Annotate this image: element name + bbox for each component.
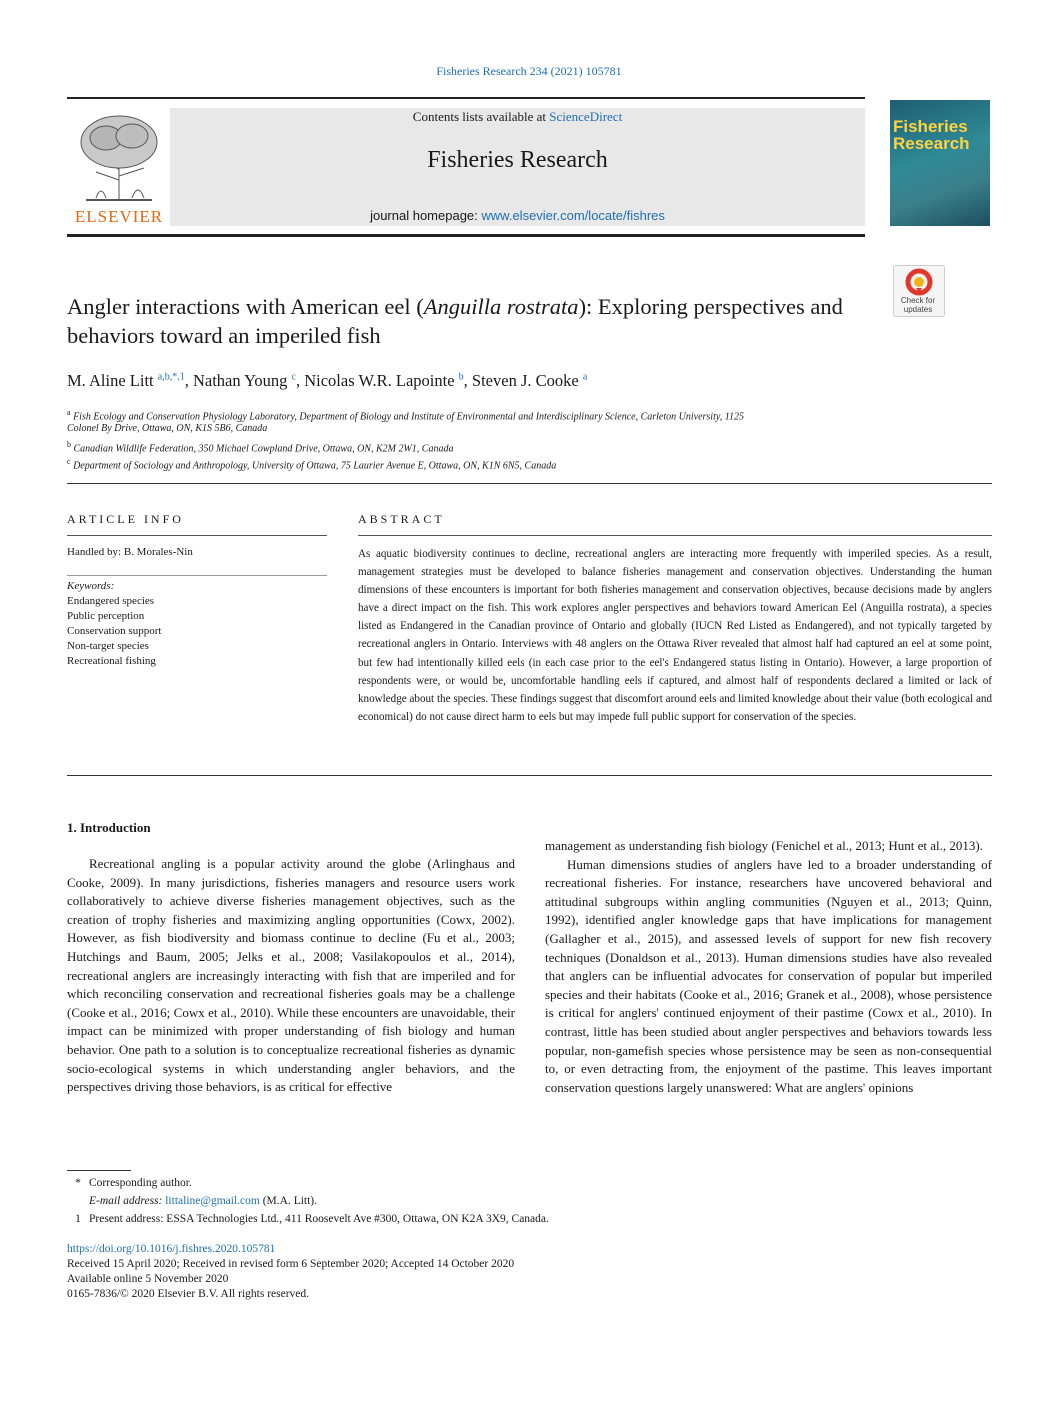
homepage-line [170,208,865,223]
affiliation-c [67,454,937,474]
abstract-heading: ABSTRACT [358,512,445,526]
keywords-label: Keywords: [67,580,115,592]
homepage-prefix: journal homepage: [370,208,482,223]
article-title [67,292,847,350]
footnote-present-address [67,1211,549,1227]
body-right-column [545,837,992,1097]
affiliation-key: a [67,408,71,417]
author-affiliation-marker[interactable]: a,b,*,1 [157,371,185,383]
author-name[interactable]: Nicolas W.R. Lapointe [304,371,455,390]
author-affiliation-marker[interactable]: b [458,371,464,383]
footnote-email [89,1193,317,1209]
affiliation-text: Department of Sociology and Anthropology, University of Ottawa, 75 Laurier Avenue E, Ottawa, ON, K1N 6N5, Canada [73,460,557,472]
body-paragraph: management as understanding fish biology (Fenichel et al., 2013; Hunt et al., 2013). [545,838,983,853]
check-updates-label: Check for updates [900,296,936,314]
author-list: M. Aline Litt $^{a,b,*,1}$, Nathan Young $^c$, Nicolas W.R. Lapointe $^b$, Steven J. Cooke $^a$ [67,371,588,390]
header-rule-bottom [67,234,865,237]
keywords-rule [67,575,327,576]
author-affiliation-marker[interactable]: c [291,371,296,383]
handled-by: Handled by: B. Morales-Nin [67,546,193,558]
footnote-text: Corresponding author. [89,1177,192,1189]
front-matter-rule [67,483,992,484]
keyword: Recreational fishing [67,655,156,667]
email-suffix: (M.A. Litt). [259,1195,318,1207]
author-name[interactable]: Nathan Young [192,371,288,390]
affiliation-key: b [67,440,71,449]
body-paragraph: Human dimensions studies of anglers have led to a broader understanding of recreational fisheries. For instance, researchers have uncovered behavioral and attitudinal subgroups within angling communities (Nguyen et al., 2013; Quinn, 1992), identified angler knowledge gaps that have implications for management (Gallagher et al., 2015), and assessed levels of support for new fish recovery techniques (Donaldson et al., 2013). Human dimensions studies have also revealed that anglers can be influential advocates for conservation of popular but imperiled species and their habitats (Cooke et al., 2016; Granek et al., 2008), whose persistence is critical for anglers' continued enjoyment of their pastime (Cowx et al., 2010). In contrast, little has been studied about angler perspectives and behaviors towards less popular, non-gamefish species whose persistence may be seen as non-consequential to, or even detracting from, the enjoyment of the pastime. This leaves important conservation questions largely unanswered: What are anglers' opinions [545,856,992,1095]
affiliation-text: Canadian Wildlife Federation, 350 Michael Cowpland Drive, Ottawa, ON, K2M 2W1, Canada [73,443,454,455]
footnote-corresponding [67,1175,192,1191]
header-rule [67,97,865,99]
footnote-mark: 1 [75,1213,81,1225]
affiliation-a-cont [67,421,937,437]
copyright: 0165-7836/© 2020 Elsevier B.V. All rights reserved. [67,1288,310,1300]
journal-name: Fisheries Research [427,147,608,173]
title-part-2: ): Exploring perspectives and behaviors toward an imperiled fish [67,294,843,348]
author-name[interactable]: M. Aline Litt [67,371,154,390]
available-online: Available online 5 November 2020 [67,1273,229,1285]
footnote-text: Present address: ESSA Technologies Ltd., 411 Roosevelt Ave #300, Ottawa, ON K2A 3X9, Canada. [89,1213,549,1225]
contents-prefix: Contents lists available at [412,109,550,124]
email-link[interactable]: littaline@gmail.com [165,1195,260,1207]
author-affiliation-marker[interactable]: a [582,371,588,383]
keyword: Conservation support [67,625,162,637]
abstract-rule [358,535,992,536]
cover-title: Fisheries Research [893,117,970,153]
email-label: E-mail address: [89,1195,166,1207]
abstract-text: As aquatic biodiversity continues to decline, recreational anglers are interacting more frequently with imperiled species. As a result, management strategies must be developed to balance fisheries management and conservation objectives. Understanding the human dimensions of these encounters is important for both fisheries management and conservation objectives, because decisions made by anglers have a direct impact on the fish. This work explores angler perspectives and behaviors toward American Eel (Anguilla rostrata), a species listed as Endangered in the Canadian province of Ontario and globally (IUCN Red Listed as Endangered), and not typically targeted by recreational anglers in Ontario. Interviews with 48 anglers on the Ottawa River revealed that almost half had captured an eel at some point, but few had intentionally killed eels (in each case prior to the eel's Endangered status listing in Ontario). However, a large proportion of respondents were, or would be, uncomfortable handling eels if captured, and almost half of respondents declared a limited or lack of knowledge about the species. These findings suggest that discomfort around eels and limited knowledge about their value (both ecological and economical) do not cause direct harm to eels but may impede full public support for conservation of the species. [358,548,992,723]
journal-reference[interactable]: Fisheries Research 234 (2021) 105781 [436,64,622,78]
affiliation-text: Fish Ecology and Conservation Physiology Laboratory, Department of Biology and Institute of Environmental and Interdisciplinary Science, Carleton University, 1125 [73,411,744,423]
article-info-rule [67,535,327,536]
elsevier-wordmark: ELSEVIER [74,207,164,226]
received-dates: Received 15 April 2020; Received in revised form 6 September 2020; Accepted 14 October 2020 [67,1258,515,1270]
sciencedirect-link[interactable]: ScienceDirect [549,109,623,124]
keywords-block [67,579,327,669]
title-species: Anguilla rostrata [423,294,579,319]
homepage-link[interactable]: www.elsevier.com/locate/fishres [481,208,665,223]
footnote-mark: * [75,1177,81,1189]
body-left-column: Recreational angling is a popular activity around the globe (Arlinghaus and Cooke, 2009). In many jurisdictions, fisheries managers and resource users work collaboratively to achieve diverse fisheries management objectives, such as the creation of trophy fisheries and maximizing angling opportunities (Cowx, 2002). However, as fish biodiversity and biomass continue to decline (Fu et al., 2003; Hutchings and Baum, 2005; Jelks et al., 2008; Vasilakopoulos et al., 2014), recreational anglers are increasingly interacting with fish that are imperiled and for which reconciling conservation and recreational fisheries goals may be a challenge (Cooke et al., 2016; Cowx et al., 2010). While these encounters are unavoidable, their impact can be minimized with proper understanding of fish biology and human behavior. One path to a solution is to conceptualize recreational fisheries as dynamic socio-ecological systems in which understanding angler behaviors, and the perspectives driving those behaviors, is as critical for effective [67,856,515,1095]
keyword: Public perception [67,610,145,622]
keyword: Endangered species [67,595,155,607]
abstract-bottom-rule [67,775,992,776]
affiliation-text: Colonel By Drive, Ottawa, ON, K1S 5B6, Canada [67,423,268,434]
section-heading-introduction: 1. Introduction [67,820,151,835]
affiliation-key: c [67,457,71,466]
check-updates-icon [894,266,944,296]
article-info-heading: ARTICLE INFO [67,512,184,526]
title-part-1: Angler interactions with American eel ( [67,294,424,319]
author-name[interactable]: Steven J. Cooke [471,371,579,390]
doi-link[interactable]: https://doi.org/10.1016/j.fishres.2020.105781 [67,1243,276,1255]
footnote-rule [67,1170,131,1171]
contents-line [170,109,865,125]
keyword: Non-target species [67,640,149,652]
